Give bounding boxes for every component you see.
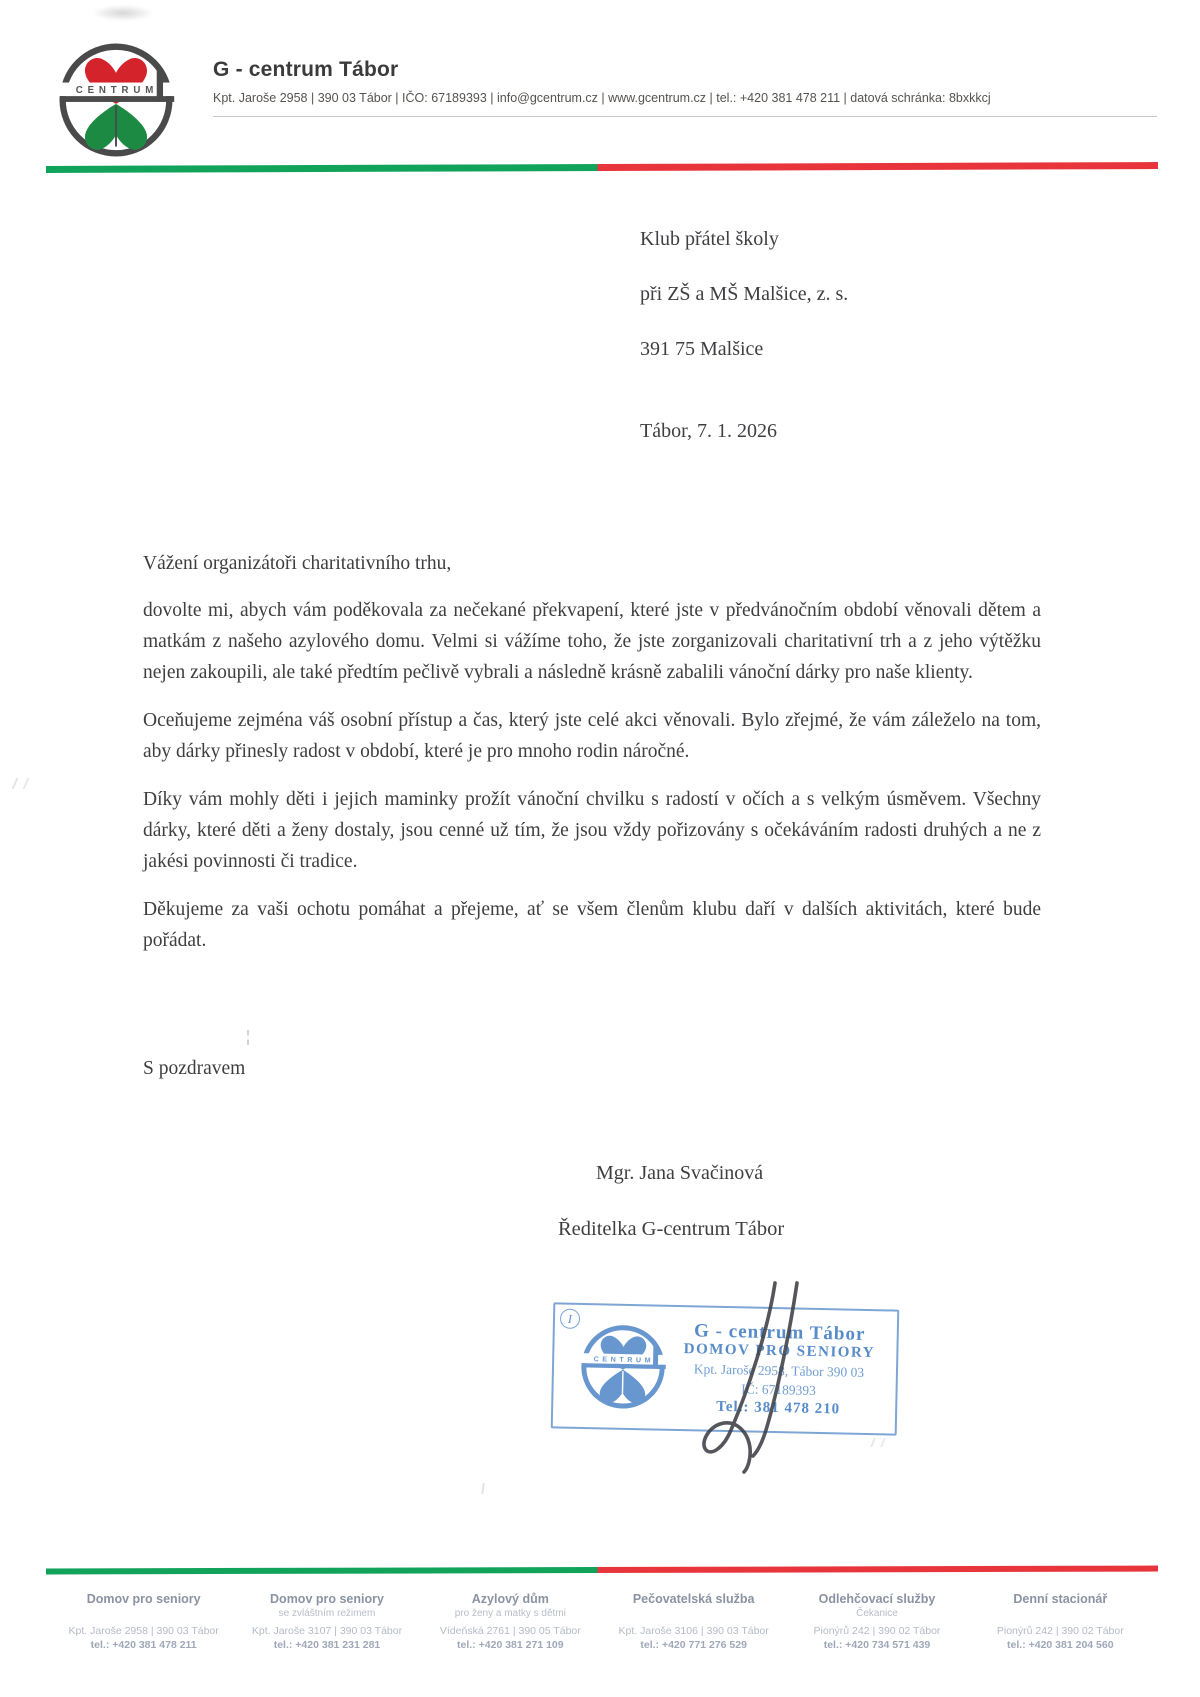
- footer-column: [785, 1592, 968, 1651]
- scan-artifact: [481, 1483, 485, 1494]
- scan-artifact: [870, 1438, 886, 1447]
- letter-body: [143, 548, 1041, 973]
- body-paragraph: Děkujeme za vaši ochotu pomáhat a přejeme, ať se všem členům klubu daří v dalších aktivitách, které bude pořádat.: [143, 899, 1041, 951]
- signer-name: Mgr. Jana Svačinová: [596, 1162, 764, 1184]
- footer-column-address: Kpt. Jaroše 2958 | 390 03 Tábor: [68, 1625, 219, 1637]
- footer-column: [235, 1592, 418, 1651]
- body-paragraph: Díky vám mohly děti i jejich maminky prožít vánoční chvilku s radostí v očích a s velkým úsměvem. Všechny dárky, které děti a ženy dostaly, jsou cenné už tím, že jsou vždy pořizovány s očekáváním radosti druhých a ne z jakési povinnosti či tradice.: [143, 789, 1041, 872]
- footer-column-subtitle: se zvláštním režimem: [278, 1608, 376, 1619]
- footer-column-title: Azylový dům: [471, 1592, 549, 1606]
- recipient-line: 391 75 Malšice: [640, 338, 764, 360]
- footer-column: [602, 1592, 785, 1651]
- recipient-line: při ZŠ a MŠ Malšice, z. s.: [640, 283, 849, 305]
- footer-column-title: Pečovatelská služba: [632, 1592, 755, 1606]
- scan-artifact: [92, 5, 154, 21]
- recipient-line: Klub přátel školy: [640, 228, 779, 250]
- footer-column-subtitle: [608, 1608, 779, 1621]
- letterhead: [213, 58, 1157, 117]
- g-centrum-logo-icon: [52, 36, 180, 164]
- g-centrum-logo-svg: [52, 36, 180, 164]
- brand-divider-top: [46, 162, 1158, 173]
- footer-column: [52, 1592, 235, 1651]
- scan-artifact: [247, 1030, 249, 1045]
- footer-locations: [52, 1592, 1152, 1651]
- stamp-line: DOMOV PRO SENIORY: [683, 1340, 876, 1361]
- footer-column-address: Kpt. Jaroše 3107 | 390 03 Tábor: [251, 1625, 403, 1637]
- footer-column-subtitle: [975, 1608, 1146, 1621]
- footer-column-title: Domov pro seniory: [270, 1592, 384, 1606]
- closing-line: S pozdravem: [143, 1058, 246, 1079]
- stamp-line: Tel.: 381 478 210: [716, 1398, 841, 1417]
- footer-column-phone: tel.: +420 734 571 439: [823, 1639, 931, 1651]
- footer-column-subtitle: pro ženy a matky s dětmi: [454, 1608, 566, 1619]
- stamp-index-mark: I: [560, 1309, 580, 1329]
- handwritten-signature: [690, 1275, 810, 1485]
- logo-text: CENTRUM: [75, 85, 159, 97]
- salutation: Vážení organizátoři charitativního trhu,: [143, 553, 452, 574]
- footer-column-address: Pionýrů 242 | 390 02 Tábor: [813, 1625, 941, 1637]
- footer-column: [969, 1592, 1152, 1651]
- stamp-line: G - centrum Tábor: [693, 1319, 866, 1345]
- footer-column-phone: tel.: +420 381 271 109: [457, 1639, 564, 1651]
- header-contact-line: Kpt. Jaroše 2958 | 390 03 Tábor | IČO: 67189393 | info@gcentrum.cz | www.gcentrum.cz | tel.: +420 381 478 211 | datová schránka: 8bxkkcj: [213, 91, 1157, 117]
- footer-column-title: Domov pro seniory: [86, 1592, 201, 1606]
- footer-column-address: Kpt. Jaroše 3106 | 390 03 Tábor: [618, 1625, 769, 1637]
- stamp-line: Kpt. Jaroše 2958, Tábor 390 03: [693, 1360, 865, 1380]
- footer-column-address: Pionýrů 242 | 390 02 Tábor: [996, 1625, 1124, 1637]
- footer-column-phone: tel.: +420 381 231 281: [273, 1639, 381, 1651]
- footer-column-phone: tel.: +420 381 478 211: [90, 1639, 197, 1651]
- footer-column-subtitle: [58, 1608, 229, 1621]
- footer-column-address: Vídeňská 2761 | 390 05 Tábor: [439, 1625, 581, 1637]
- stamp-logo-icon: [575, 1319, 671, 1415]
- footer-column-phone: tel.: +420 381 204 560: [1007, 1639, 1114, 1651]
- signer-title: Ředitelka G-centrum Tábor: [558, 1218, 785, 1240]
- stamp-line: IČ: 67189393: [741, 1380, 817, 1398]
- footer-column-title: Denní stacionář: [1013, 1592, 1108, 1606]
- body-paragraph: dovolte mi, abych vám poděkovala za nečekané překvapení, které jste v předvánočním období věnovali dětem a matkám z našeho azylového domu. Velmi si vážíme toho, že jste zorganizovali charitativní trh a z jeho výtěžku nejen zakoupili, ale také předtím pečlivě vybrali a následně krásně zabalili vánoční dárky pro naše klienty.: [143, 600, 1041, 683]
- company-title: G - centrum Tábor: [213, 58, 399, 81]
- scan-artifact: [12, 778, 30, 789]
- footer-column: [419, 1592, 602, 1651]
- body-paragraph: Oceňujeme zejména váš osobní přístup a čas, který jste celé akci věnovali. Bylo zřejmé, že vám záleželo na tom, aby dárky přinesly radost v období, které je pro mnoho rodin náročné.: [143, 710, 1041, 762]
- stamp-logo-text: CENTRUM: [593, 1355, 655, 1365]
- footer-column-subtitle: Čekanice: [856, 1608, 898, 1619]
- date-line: Tábor, 7. 1. 2026: [640, 420, 777, 442]
- brand-divider-bottom: [46, 1566, 1158, 1575]
- footer-column-title: Odlehčovací služby: [818, 1592, 936, 1606]
- footer-column-phone: tel.: +420 771 276 529: [640, 1639, 747, 1651]
- recipient-address-block: [640, 212, 848, 377]
